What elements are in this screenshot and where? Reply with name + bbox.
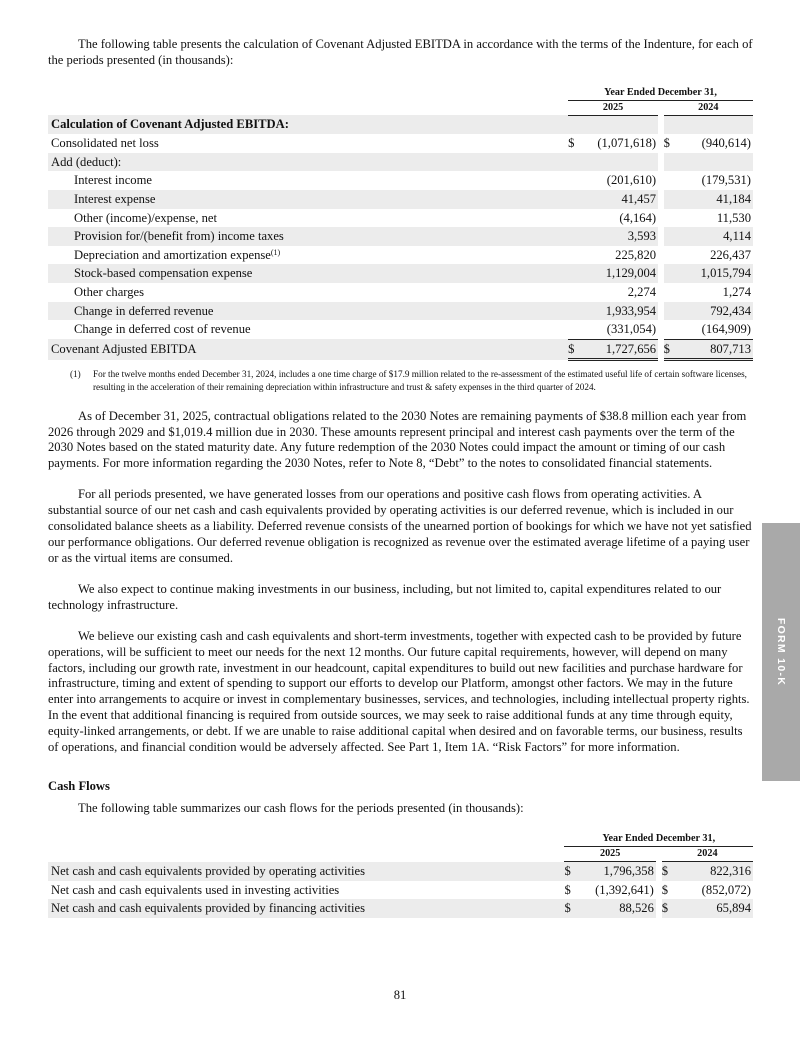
period-header: Year Ended December 31, [568,86,753,101]
table-year-row [48,100,753,115]
currency-symbol [664,209,676,228]
document-page [48,0,753,918]
form-10k-tab [762,523,800,781]
year-2025-header: 2025 [568,100,658,115]
total-row [48,339,753,360]
row-label: Stock-based compensation expense [48,264,568,283]
section-title: Calculation of Covenant Adjusted EBITDA: [48,115,568,134]
table-row [48,283,753,302]
cash-flow-source-paragraph: For all periods presented, we have generated losses from our operations and positive cash flows from operating activities. A substantial source of our net cash and cash equivalents provided by operating activities is our deferred revenue, which is included in our consolidated balance sheets as a liability. Deferred revenue consists of the unearned portion of bookings for which we have not yet satisfied our performance obligations. Our deferred revenue obligation is recognized as revenue over the estimated average lifetime of a paying user or as the virtual items are consumed. [48,487,752,565]
table-year-row [48,847,753,862]
table-row [48,209,753,228]
currency-symbol [664,171,676,190]
currency-symbol [664,246,676,265]
investments-paragraph: We also expect to continue making investments in our business, including, but not limited to, capital expenditures related to our technology infrastructure. [48,581,722,612]
year-2025-header: 2025 [564,847,655,862]
row-label: Depreciation and amortization expense$^{(1)}$ [74,247,281,262]
value-2024: 65,894 [674,899,753,918]
value-2024: (852,072) [701,882,751,897]
value-2025: 1,796,358 [576,862,656,881]
total-label: Covenant Adjusted EBITDA [48,339,568,360]
currency-symbol [568,227,580,246]
value-2025: 41,457 [580,190,658,209]
section-title-row [48,115,753,134]
table-row [48,190,753,209]
period-header: Year Ended December 31, [564,832,753,847]
currency-symbol: $ [664,339,676,360]
row-label: Net cash and cash equivalents provided by financing activities [48,899,564,918]
currency-symbol [664,302,676,321]
currency-symbol [664,320,676,339]
row-label: Interest income [74,173,152,188]
footnote-text: For the twelve months ended December 31, 2024, includes a one time charge of $17.9 million related to the re-assessment of the estimated useful life of certain software licenses, resulting in the acceleration of their remaining depreciation within infrastructure and trust & safety expenses in the third quarter of 2024. [93,369,747,392]
currency-symbol [664,190,676,209]
table-row [48,171,753,190]
value-2025: 1,129,004 [580,264,658,283]
ebitda-rows [48,134,753,339]
total-2024: 807,713 [675,339,753,360]
row-label: Other charges [74,284,145,299]
row-label: Consolidated net loss [51,136,159,151]
table-row [48,302,753,321]
currency-symbol: $ [568,136,575,151]
table-row [48,246,753,265]
currency-symbol [568,302,580,321]
currency-symbol [664,227,676,246]
value-2025: 225,820 [615,247,657,262]
currency-symbol: $ [564,899,576,918]
row-label: Other (income)/expense, net [74,210,218,225]
value-2024: (179,531) [701,173,751,188]
currency-symbol [568,209,580,228]
table-row [48,899,753,918]
ebitda-table [48,86,753,362]
value-2025: 2,274 [627,284,657,299]
value-2024: 11,530 [716,210,751,225]
table-row [48,227,753,246]
currency-symbol: $ [662,899,674,918]
table-row [48,881,753,900]
value-2025: 3,593 [580,227,658,246]
currency-symbol [568,320,580,339]
cash-flows-table [48,832,753,918]
notes-paragraph: As of December 31, 2025, contractual obligations related to the 2030 Notes are remaining payments of $38.8 million each year from 2026 through 2029 and $1,019.4 million due in 2030. These amounts represent principal and interest cash payments over the term of the 2030 Notes based on the stated maturity date. Any future redemption of the 2030 Notes could impact the amount or timing of our cash payments. For more information regarding the 2030 Notes, refer to Note 8, “Debt” to the notes to consolidated financial statements. [48,408,747,471]
value-2024: 4,114 [675,227,753,246]
currency-symbol [568,171,580,190]
currency-symbol: $ [662,862,674,881]
table-row [48,264,753,283]
row-label: Interest expense [48,190,568,209]
currency-symbol: $ [564,862,576,881]
page-number: 81 [393,988,407,1002]
year-2024-header: 2024 [662,847,753,862]
liquidity-paragraph: We believe our existing cash and cash equivalents and short-term investments, together with expected cash to be provided by future operations, will be sufficient to meet our needs for the next 12 months. Our future capital requirements, however, will depend on many factors, including our growth rate, investment in our headcount, capital expenditures to build out new facilities and purchase hardware for infrastructure, timing and extent of spending to support our efforts to develop our Platform, amongst other factors. We may in the future enter into arrangements to acquire or invest in complementary businesses, services, and technologies, including intellectual property rights. In the event that additional financing is required from outside sources, we may seek to raise additional funds at any time through equity, equity-linked arrangements, or debt. If we are unable to raise additional capital when desired and on favorable terms, our business, results of operations, and financial condition would be adversely affected. See Part 1, Item 1A. “Risk Factors” for more information. [48,628,750,754]
row-label: Net cash and cash equivalents provided by operating activities [48,862,564,881]
value-2024: 822,316 [674,862,753,881]
value-2024: 792,434 [675,302,753,321]
cash-flows-intro: The following table summarizes our cash flows for the periods presented (in thousands): [78,801,524,816]
value-2024: 1,274 [722,284,751,299]
currency-symbol [568,264,580,283]
currency-symbol [568,190,580,209]
row-label: Change in deferred cost of revenue [74,322,251,337]
form-10k-label: FORM 10-K [775,617,787,687]
row-label: Provision for/(benefit from) income taxes [48,227,568,246]
currency-symbol [568,153,580,172]
value-2024: (940,614) [701,136,751,151]
intro-paragraph: The following table presents the calculation of Covenant Adjusted EBITDA in accordance with the terms of the Indenture, for each of the periods presented (in thousands): [48,37,753,67]
currency-symbol [664,153,676,172]
value-2025: (1,392,641) [595,882,654,897]
currency-symbol: $ [661,882,669,897]
total-2025: 1,727,656 [580,339,658,360]
value-2025: 88,526 [576,899,656,918]
value-2025: (201,610) [606,173,657,188]
value-2024: 41,184 [675,190,753,209]
footnote-ref: (1) [270,247,281,257]
currency-symbol [664,264,676,283]
currency-symbol: $ [568,339,580,360]
value-2024 [675,153,753,172]
row-label: Change in deferred revenue [48,302,568,321]
table-header-row [48,832,753,847]
year-2024-header: 2024 [664,100,753,115]
footnote [48,368,753,392]
value-2024: 1,015,794 [675,264,753,283]
table-row [48,862,753,881]
footnote-mark: (1) [70,369,81,380]
value-2025: (1,071,618) [597,136,657,151]
currency-symbol [664,283,676,302]
value-2024: 226,437 [710,247,751,262]
value-2025: (4,164) [619,210,657,225]
cash-flow-rows [48,862,753,918]
value-2024: (164,909) [701,322,751,337]
cash-flows-heading: Cash Flows [48,779,110,794]
currency-symbol [568,246,580,265]
value-2025 [580,153,658,172]
value-2025: 1,933,954 [580,302,658,321]
row-label: Net cash and cash equivalents used in investing activities [51,882,340,897]
row-label: Add (deduct): [48,153,568,172]
currency-symbol: $ [564,882,571,897]
table-row [48,153,753,172]
table-row [48,320,753,339]
table-row [48,134,753,153]
value-2025: (331,054) [606,322,657,337]
currency-symbol [568,283,580,302]
table-header-row [48,86,753,101]
currency-symbol: $ [663,136,670,151]
